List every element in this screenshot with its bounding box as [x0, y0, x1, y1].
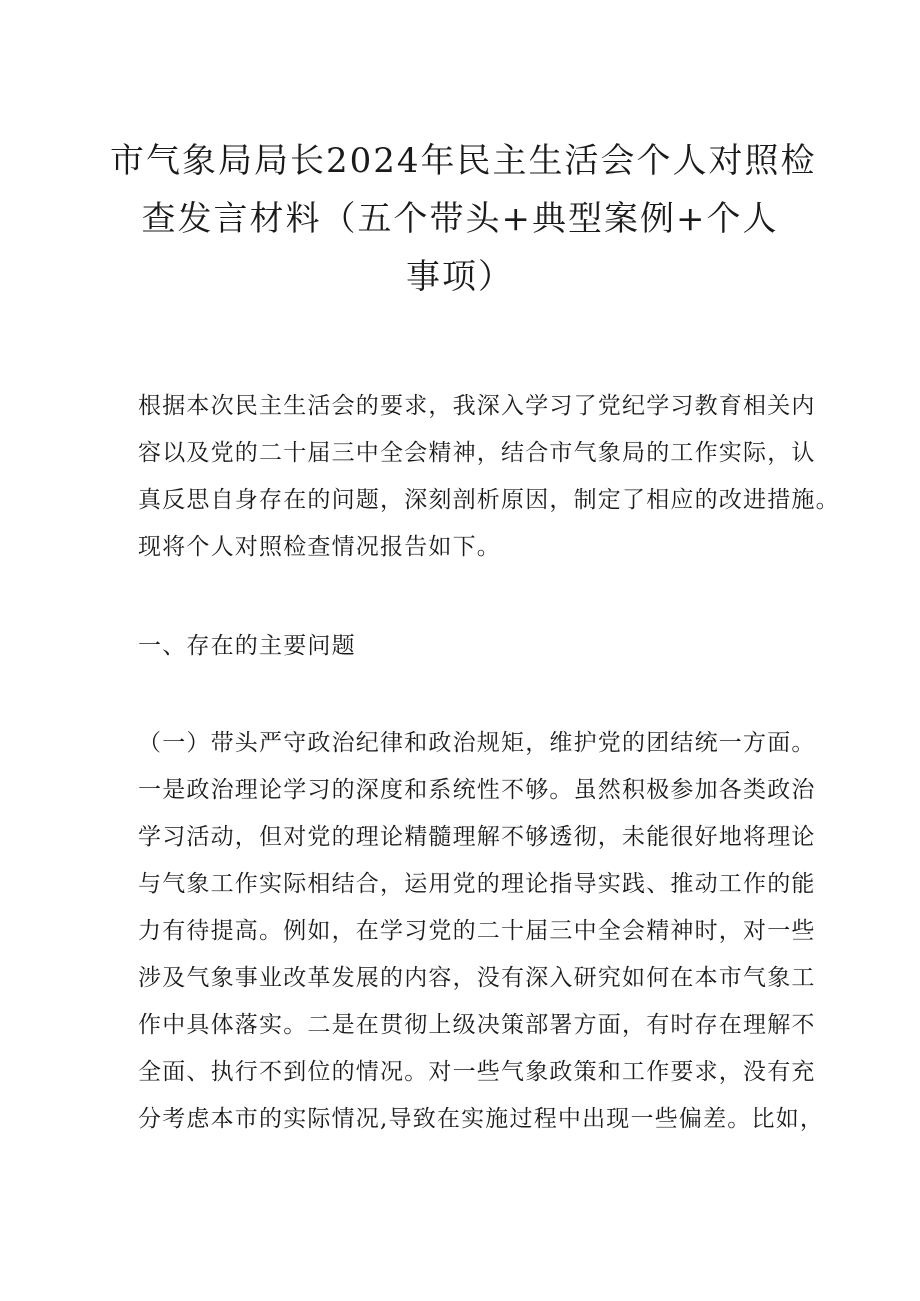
text-line: （一）带头严守政治纪律和政治规矩，维护党的团结统一方面。: [138, 730, 816, 756]
title-line: 事项）: [406, 257, 514, 297]
text-line: 容以及党的二十届三中全会精神，结合市气象局的工作实际，认: [138, 440, 816, 466]
text-line: 全面、执行不到位的情况。对一些气象政策和工作要求，没有充: [138, 1059, 816, 1085]
document-title: [110, 132, 817, 306]
text-line: 与气象工作实际相结合，运用党的理论指导实践、推动工作的能: [138, 871, 816, 897]
text-line: 一是政治理论学习的深度和系统性不够。虽然积极参加各类政治: [138, 777, 816, 803]
body-paragraph: [138, 720, 825, 1143]
text-line: 根据本次民主生活会的要求，我深入学习了党纪学习教育相关内: [138, 393, 816, 419]
title-line: 市气象局局长2024年民主生活会个人对照检: [110, 141, 817, 181]
text-line: 力有待提高。例如，在学习党的二十届三中全会精神时，对一些: [138, 918, 816, 944]
text-line: 学习活动，但对党的理论精髓理解不够透彻，未能很好地将理论: [138, 824, 816, 850]
text-line: 现将个人对照检查情况报告如下。: [138, 534, 501, 560]
title-line: 查发言材料（五个带头+典型案例+个人: [141, 199, 779, 239]
text-line: 分考虑本市的实际情况,导致在实施过程中出现一些偏差。比如，: [138, 1106, 825, 1132]
text-line: 涉及气象事业改革发展的内容，没有深入研究如何在本市气象工: [138, 965, 816, 991]
text-line: 真反思自身存在的问题，深刻剖析原因，制定了相应的改进措施。: [138, 487, 840, 513]
text-line: 作中具体落实。二是在贯彻上级决策部署方面，有时存在理解不: [138, 1012, 816, 1038]
section-heading: [138, 623, 798, 670]
intro-paragraph: [138, 383, 840, 571]
section-heading-text: 一、存在的主要问题: [138, 633, 356, 659]
